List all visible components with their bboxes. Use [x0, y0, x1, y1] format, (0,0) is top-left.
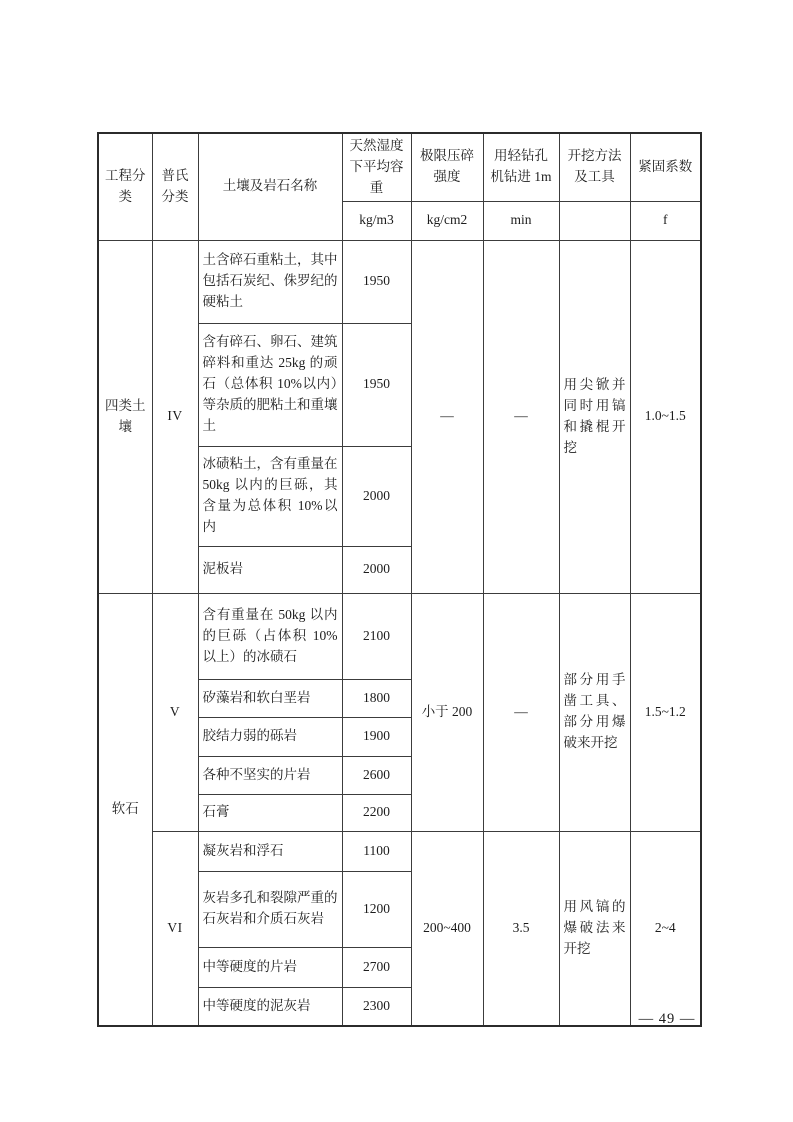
- cell-grade-IV: IV: [152, 240, 198, 593]
- cell-grade-V: V: [152, 593, 198, 831]
- cell-density: 2700: [342, 947, 411, 987]
- cell-density: 2000: [342, 446, 411, 546]
- cell-strength-VI: 200~400: [411, 831, 483, 1026]
- cell-density: 2300: [342, 987, 411, 1026]
- header-method-unit: [559, 201, 630, 240]
- cell-drill-time-V: —: [483, 593, 559, 831]
- soil-rock-classification-table: [97, 132, 702, 1027]
- cell-density: 1950: [342, 323, 411, 446]
- header-density-unit: kg/m3: [342, 201, 411, 240]
- header-engineering-class: 工程分类: [98, 133, 152, 240]
- cell-soil-name: 冰碛粘土，含有重量在 50kg 以内的巨砾，其含量为总体积 10%以内: [198, 446, 342, 546]
- cell-coefficient-IV: 1.0~1.5: [630, 240, 701, 593]
- cell-soil-name: 灰岩多孔和裂隙严重的石灰岩和介质石灰岩: [198, 871, 342, 947]
- cell-grade-VI: VI: [152, 831, 198, 1026]
- cell-density: 1100: [342, 831, 411, 871]
- cell-method-IV: 用尖锨并同时用镐和撬棍开挖: [559, 240, 630, 593]
- cell-drill-time-IV: —: [483, 240, 559, 593]
- header-drill-title: 用轻钻孔机钻进 1m: [483, 133, 559, 201]
- table-row: [98, 240, 701, 323]
- cell-strength-IV: —: [411, 240, 483, 593]
- cell-soil-name: 凝灰岩和浮石: [198, 831, 342, 871]
- cell-soil-name: 各种不坚实的片岩: [198, 756, 342, 794]
- cell-soil-name: 土含碎石重粘土，其中包括石炭纪、侏罗纪的硬粘土: [198, 240, 342, 323]
- header-method-title: 开挖方法及工具: [559, 133, 630, 201]
- cell-soil-name: 中等硬度的泥灰岩: [198, 987, 342, 1026]
- cell-density: 2600: [342, 756, 411, 794]
- cell-soil-name: 中等硬度的片岩: [198, 947, 342, 987]
- header-strength-title: 极限压碎强度: [411, 133, 483, 201]
- header-coefficient-title: 紧固系数: [630, 133, 701, 201]
- cell-soil-name: 胶结力弱的砾岩: [198, 717, 342, 756]
- table-row: [98, 593, 701, 679]
- cell-soil-name: 含有碎石、卵石、建筑碎料和重达 25kg 的顽石（总体积 10%以内）等杂质的肥粘土和重壤土: [198, 323, 342, 446]
- header-density-title: 天然湿度下平均容重: [342, 133, 411, 201]
- cell-strength-V: 小于 200: [411, 593, 483, 831]
- cell-density: 2200: [342, 794, 411, 831]
- cell-coefficient-V: 1.5~1.2: [630, 593, 701, 831]
- header-coefficient-unit: f: [630, 201, 701, 240]
- cell-category-class4-soil: 四类土壤: [98, 240, 152, 593]
- cell-density: 1800: [342, 679, 411, 717]
- cell-density: 1950: [342, 240, 411, 323]
- cell-category-soft-rock: 软石: [98, 593, 152, 1026]
- cell-soil-name: 含有重量在 50kg 以内的巨砾（占体积 10%以上）的冰碛石: [198, 593, 342, 679]
- cell-method-VI: 用风镐的爆破法来开挖: [559, 831, 630, 1026]
- header-strength-unit: kg/cm2: [411, 201, 483, 240]
- cell-soil-name: 泥板岩: [198, 546, 342, 593]
- header-soil-rock-name: 土壤及岩石名称: [198, 133, 342, 240]
- cell-density: 2100: [342, 593, 411, 679]
- cell-method-V: 部分用手凿工具、部分用爆破来开挖: [559, 593, 630, 831]
- table-row: [98, 831, 701, 871]
- header-drill-unit: min: [483, 201, 559, 240]
- cell-density: 2000: [342, 546, 411, 593]
- cell-drill-time-VI: 3.5: [483, 831, 559, 1026]
- cell-density: 1200: [342, 871, 411, 947]
- header-protodyakonov-class: 普氏分类: [152, 133, 198, 240]
- cell-soil-name: 石膏: [198, 794, 342, 831]
- cell-soil-name: 矽藻岩和软白垩岩: [198, 679, 342, 717]
- cell-density: 1900: [342, 717, 411, 756]
- header-row-titles: [98, 133, 701, 201]
- page-number: — 49 —: [638, 1011, 696, 1027]
- cell-coefficient-VI: 2~4: [630, 831, 701, 1026]
